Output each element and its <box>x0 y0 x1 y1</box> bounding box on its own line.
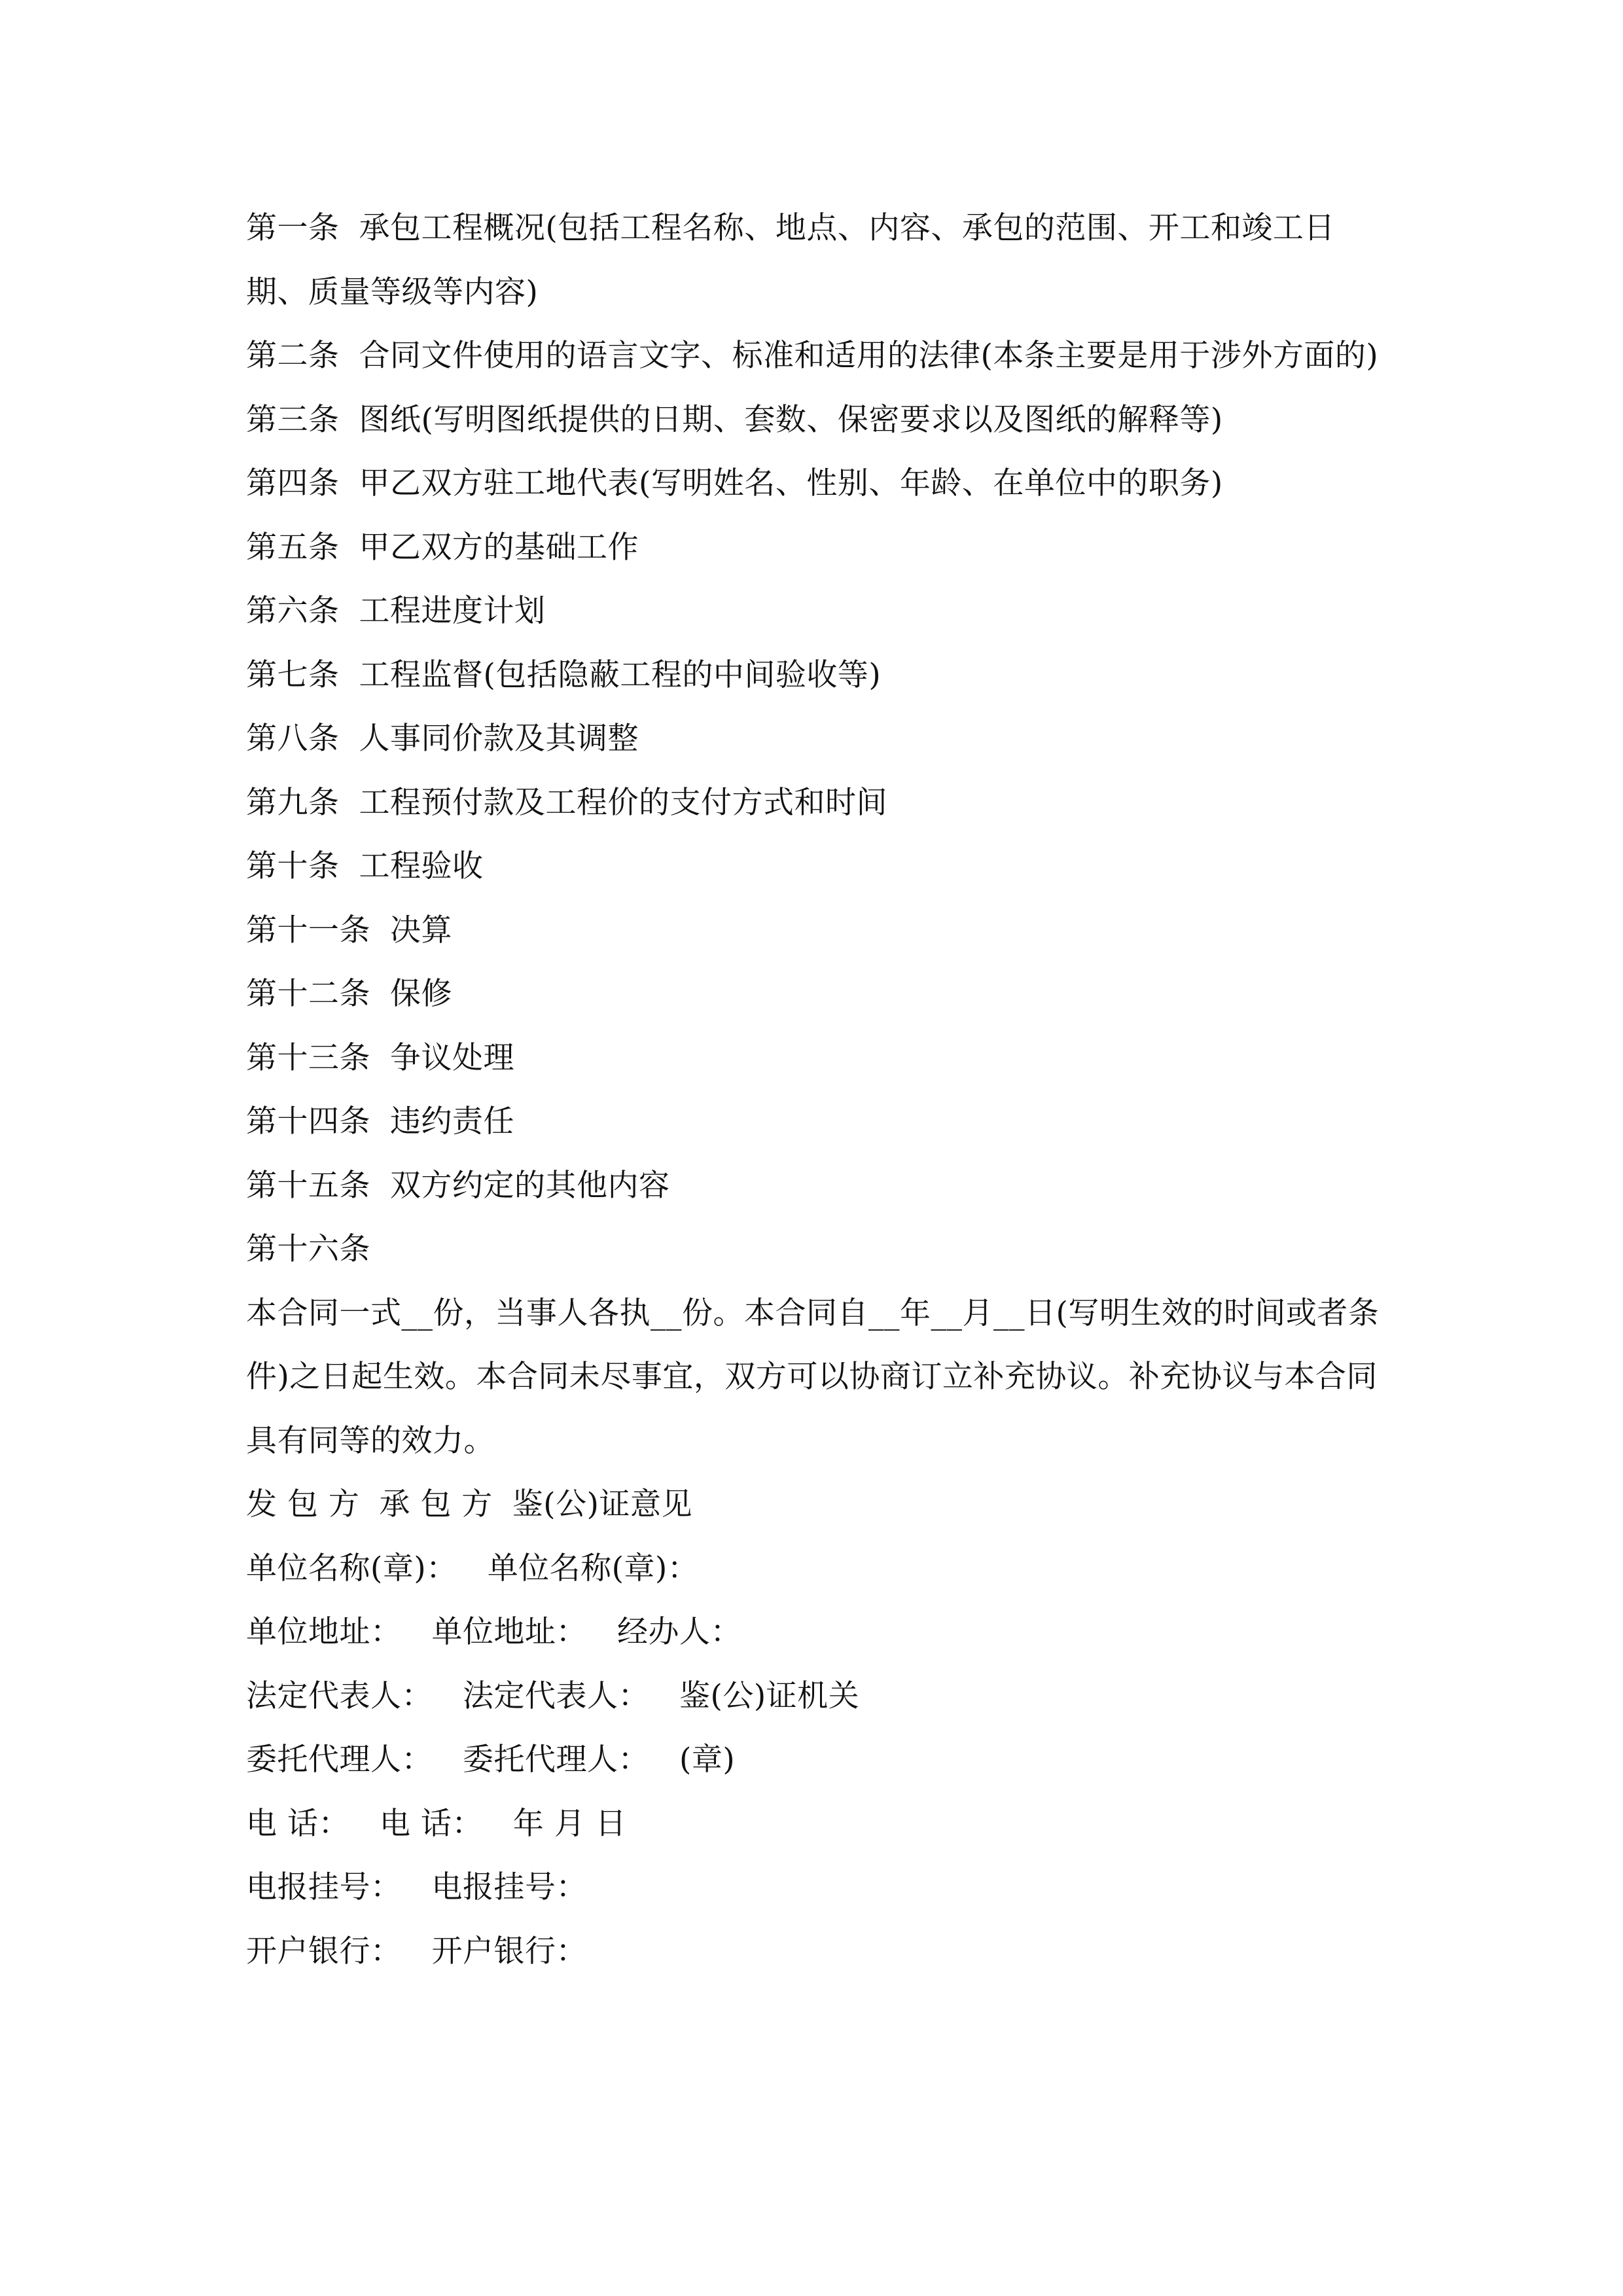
article-number: 第十三条 <box>246 1039 370 1076</box>
signature-row-phone <box>246 1792 1385 1856</box>
notary-field: 经办人： <box>617 1614 741 1650</box>
article-text: 工程进度计划 <box>359 593 546 629</box>
party-a-field: 开户银行： <box>246 1933 402 1969</box>
article-text: 图纸(写明图纸提供的日期、套数、保密要求以及图纸的解释等) <box>359 401 1223 438</box>
article-number: 第七条 <box>246 656 340 693</box>
article-number: 第十一条 <box>246 912 370 948</box>
article-number: 第四条 <box>246 465 340 501</box>
party-b-field: 电报挂号： <box>431 1869 587 1905</box>
article-14 <box>246 1090 1385 1154</box>
article-text: 双方约定的其他内容 <box>390 1167 670 1204</box>
article-16 <box>246 1217 1385 1282</box>
party-a-field: 单位地址： <box>246 1614 402 1650</box>
party-b-field: 电 话： <box>379 1805 483 1842</box>
article-text: 人事同价款及其调整 <box>359 721 639 757</box>
notary-field: 鉴(公)证机关 <box>679 1677 860 1714</box>
signature-row-bank <box>246 1920 1385 1984</box>
article-13 <box>246 1026 1385 1090</box>
article-3 <box>246 388 1385 452</box>
article-2 <box>246 324 1385 388</box>
article-5 <box>246 516 1385 580</box>
article-number: 第二条 <box>246 338 340 374</box>
article-text: 工程监督(包括隐蔽工程的中间验收等) <box>359 656 882 693</box>
article-text: 合同文件使用的语言文字、标准和适用的法律(本条主要是用于涉外方面的) <box>359 338 1379 374</box>
party-a-label: 发 包 方 <box>246 1486 360 1522</box>
party-b-field: 单位名称(章)： <box>487 1550 699 1587</box>
article-number: 第十二条 <box>246 976 370 1012</box>
article-9 <box>246 771 1385 835</box>
article-6 <box>246 579 1385 643</box>
article-11 <box>246 899 1385 963</box>
article-text: 保修 <box>390 976 452 1012</box>
party-b-label: 承 包 方 <box>379 1486 493 1522</box>
article-4 <box>246 452 1385 516</box>
signature-row-unit-address <box>246 1600 1385 1664</box>
article-text: 工程验收 <box>359 848 484 884</box>
article-7 <box>246 643 1385 708</box>
article-1 <box>246 196 1385 324</box>
article-12 <box>246 962 1385 1026</box>
party-b-field: 开户银行： <box>431 1933 587 1969</box>
article-text: 承包工程概况(包括工程名称、地点、内容、承包的范围、开工和竣工日期、质量等级等内容) <box>246 210 1335 310</box>
notary-field: (章) <box>679 1742 736 1778</box>
signature-row-telegraph <box>246 1856 1385 1920</box>
article-text: 争议处理 <box>390 1039 514 1076</box>
article-text: 工程预付款及工程价的支付方式和时间 <box>359 784 887 821</box>
article-number: 第十六条 <box>246 1231 370 1267</box>
notary-field: 年 月 日 <box>512 1805 627 1842</box>
article-text: 甲乙双方的基础工作 <box>359 529 639 565</box>
article-number: 第八条 <box>246 721 340 757</box>
party-b-field: 法定代表人： <box>463 1677 649 1714</box>
contract-body <box>246 196 1385 1983</box>
signature-row-agent <box>246 1728 1385 1792</box>
article-8 <box>246 707 1385 771</box>
party-a-field: 单位名称(章)： <box>246 1550 457 1587</box>
notary-label: 鉴(公)证意见 <box>512 1486 692 1522</box>
article-number: 第十条 <box>246 848 340 884</box>
article-10 <box>246 834 1385 899</box>
party-a-field: 电报挂号： <box>246 1869 402 1905</box>
article-number: 第三条 <box>246 401 340 438</box>
article-number: 第一条 <box>246 210 340 246</box>
signature-row-legal-rep <box>246 1664 1385 1729</box>
article-number: 第十五条 <box>246 1167 370 1204</box>
article-text: 违约责任 <box>390 1103 514 1139</box>
article-number: 第九条 <box>246 784 340 821</box>
party-a-field: 委托代理人： <box>246 1742 433 1778</box>
article-15 <box>246 1154 1385 1218</box>
signature-header <box>246 1473 1385 1537</box>
signature-row-unit-name <box>246 1537 1385 1601</box>
party-b-field: 委托代理人： <box>463 1742 649 1778</box>
party-a-field: 法定代表人： <box>246 1677 433 1714</box>
article-number: 第十四条 <box>246 1103 370 1139</box>
party-a-field: 电 话： <box>246 1805 349 1842</box>
article-text: 甲乙双方驻工地代表(写明姓名、性别、年龄、在单位中的职务) <box>359 465 1223 501</box>
article-number: 第六条 <box>246 593 340 629</box>
party-b-field: 单位地址： <box>431 1614 587 1650</box>
article-number: 第五条 <box>246 529 340 565</box>
closing-paragraph: 本合同一式__份，当事人各执__份。本合同自__年__月__日(写明生效的时间或者条件)之日起生效。本合同未尽事宜，双方可以协商订立补充协议。补充协议与本合同具有同等的效力。 <box>246 1295 1380 1459</box>
article-text: 决算 <box>390 912 452 948</box>
